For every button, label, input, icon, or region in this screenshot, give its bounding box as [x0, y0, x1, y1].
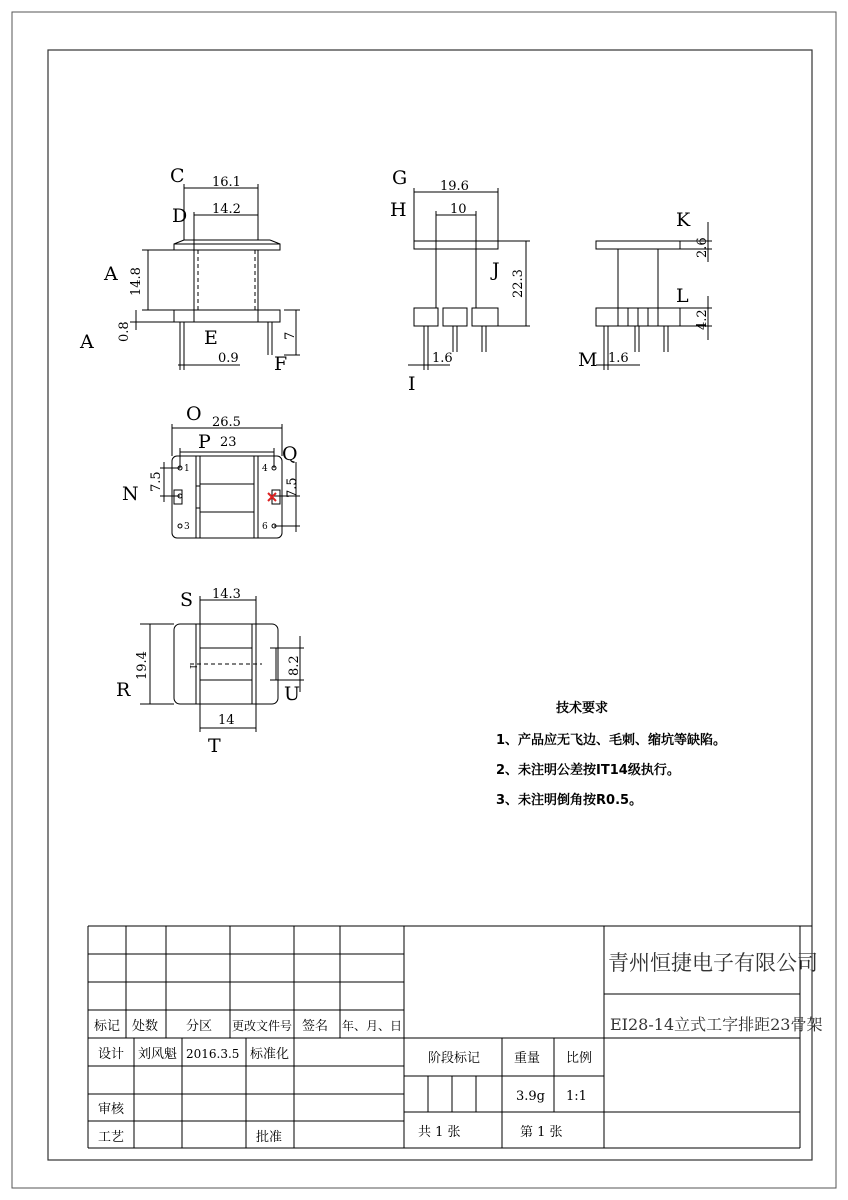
- scale-value: 1:1: [566, 1089, 587, 1104]
- hdr-date: 年、月、日: [342, 1019, 403, 1033]
- stage-mark-label: 阶段标记: [428, 1051, 481, 1066]
- tech-req-item-2: 2、未注明公差按IT14级执行。: [496, 763, 680, 778]
- label-D: D: [172, 205, 188, 227]
- dim-Q: 7.5: [285, 477, 300, 498]
- label-F: F: [274, 353, 288, 375]
- dim-K: 2.6: [695, 237, 710, 258]
- dim-A2: 0.8: [117, 321, 132, 342]
- tech-req-item-3: 3、未注明倒角按R0.5。: [496, 793, 643, 808]
- design-label: 设计: [98, 1047, 125, 1062]
- tech-req-item-1: 1、产品应无飞边、毛刺、缩坑等缺陷。: [496, 733, 727, 748]
- label-J: J: [492, 259, 500, 281]
- part-name: EI28-14立式工字排距23骨架: [610, 1015, 823, 1034]
- label-U: U: [284, 683, 301, 705]
- dim-J: 22.3: [511, 269, 526, 298]
- hdr-zone: 分区: [186, 1019, 213, 1034]
- dim-F: 7: [283, 331, 298, 340]
- sheet-number: 第 1 张: [520, 1125, 563, 1140]
- hdr-change-doc: 更改文件号: [232, 1019, 293, 1033]
- dim-D: 14.2: [212, 202, 241, 217]
- bottom-mark: 1: [187, 664, 197, 670]
- label-O: O: [186, 403, 202, 425]
- weight-label: 重量: [514, 1051, 541, 1066]
- label-L: L: [676, 285, 689, 307]
- dim-N: 7.5: [149, 471, 164, 492]
- dim-O: 26.5: [212, 415, 241, 430]
- standardization-label: 标准化: [250, 1047, 290, 1062]
- approve-label: 批准: [256, 1130, 283, 1145]
- dim-H: 10: [450, 202, 467, 217]
- hdr-count: 处数: [132, 1019, 159, 1034]
- dim-L: 4.2: [695, 309, 710, 330]
- dim-C: 16.1: [212, 175, 241, 190]
- top-flange: [174, 244, 280, 250]
- scale-label: 比例: [566, 1051, 593, 1066]
- pin-6: 6: [262, 522, 268, 532]
- dim-G: 19.6: [440, 179, 469, 194]
- label-E: E: [204, 327, 218, 349]
- label-I: I: [408, 373, 416, 395]
- dim-U: 8.2: [287, 655, 302, 676]
- company-name: 青州恒捷电子有限公司: [608, 951, 818, 975]
- base: [174, 310, 280, 322]
- hdr-sign: 签名: [302, 1019, 329, 1034]
- dim-I: 1.6: [432, 351, 453, 366]
- label-N: N: [122, 483, 139, 505]
- label-H: H: [390, 199, 407, 221]
- label-A: A: [104, 263, 118, 285]
- label-M: M: [578, 349, 598, 371]
- outer-border: [12, 12, 836, 1188]
- process-label: 工艺: [98, 1130, 125, 1145]
- pin-3: 3: [184, 522, 190, 532]
- label-R: R: [116, 679, 131, 701]
- dim-M: 1.6: [608, 351, 629, 366]
- pin-4: 4: [262, 464, 268, 474]
- label-Q: Q: [282, 443, 298, 465]
- tech-req-title: 技术要求: [556, 701, 609, 716]
- label-A2: A: [80, 331, 94, 353]
- weight-value: 3.9g: [516, 1089, 545, 1104]
- bottom-view: [140, 596, 304, 732]
- label-K: K: [676, 209, 691, 231]
- design-date: 2016.3.5: [186, 1047, 240, 1061]
- dim-R: 19.4: [135, 651, 150, 680]
- dim-P: 23: [220, 435, 237, 450]
- hdr-mark: 标记: [94, 1019, 121, 1034]
- dim-E: 0.9: [218, 351, 239, 366]
- dim-S: 14.3: [212, 587, 241, 602]
- pin-1: 1: [184, 464, 190, 474]
- label-G: G: [392, 167, 408, 189]
- dim-T: 14: [218, 713, 235, 728]
- dim-A: 14.8: [129, 267, 144, 296]
- label-S: S: [180, 589, 194, 611]
- label-C: C: [170, 165, 185, 187]
- label-P: P: [198, 431, 211, 453]
- designer-name: 刘风魁: [138, 1047, 178, 1062]
- sheets-total: 共 1 张: [418, 1125, 461, 1140]
- label-T: T: [208, 735, 221, 757]
- review-label: 审核: [98, 1102, 125, 1117]
